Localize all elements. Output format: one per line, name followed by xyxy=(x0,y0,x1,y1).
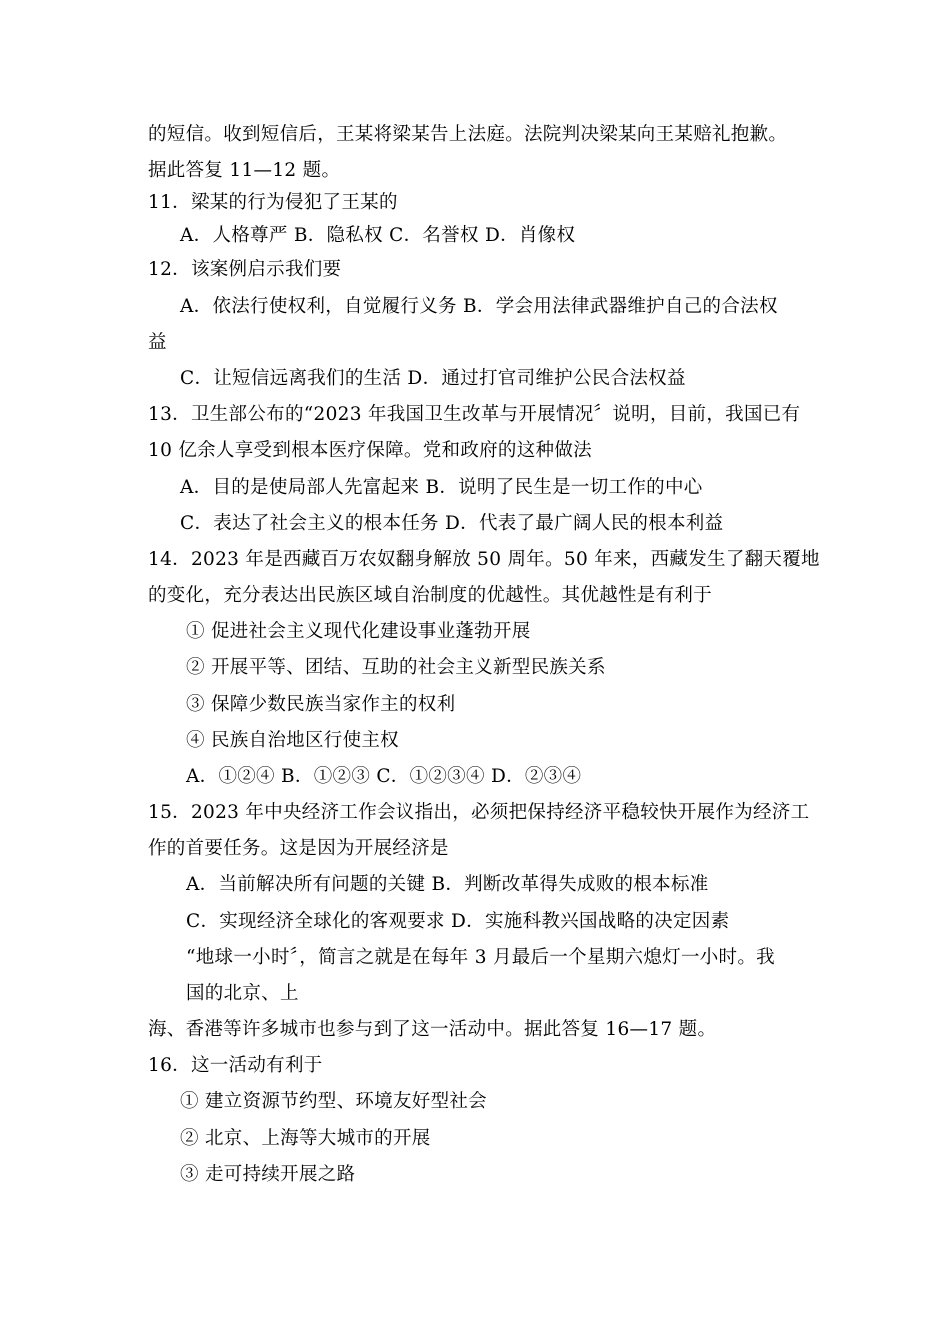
question-12: 12．该案例启示我们要 xyxy=(148,259,342,280)
question-11: 11．梁某的行为侵犯了王某的 xyxy=(148,192,398,213)
question-14-options: A．①②④ B．①②③ C．①②③④ D．②③④ xyxy=(186,766,582,787)
question-12-options-ab-cont: 益 xyxy=(148,332,167,353)
text-line: 据此答复 11—12 题。 xyxy=(148,160,341,181)
passage-earth-hour-cont-2: 海、香港等许多城市也参与到了这一活动中。据此答复 16—17 题。 xyxy=(148,1019,717,1040)
question-15-options-cd: C．实现经济全球化的客观要求 D．实施科教兴国战略的决定因素 xyxy=(186,911,730,932)
question-14-item-3: ③ 保障少数民族当家作主的权利 xyxy=(186,694,456,715)
question-14-item-4: ④ 民族自治地区行使主权 xyxy=(186,730,399,751)
question-16: 16．这一活动有利于 xyxy=(148,1055,323,1076)
question-13-cont: 10 亿余人享受到根本医疗保障。党和政府的这种做法 xyxy=(148,440,592,461)
passage-earth-hour: “地球一小时〞，简言之就是在每年 3 月最后一个星期六熄灯一小时。我 xyxy=(186,947,775,968)
question-13-options-cd: C．表达了社会主义的根本任务 D．代表了最广阔人民的根本利益 xyxy=(180,513,724,534)
text-line: 的短信。收到短信后，王某将梁某告上法庭。法院判决梁某向王某赔礼抱歉。 xyxy=(148,124,788,145)
question-12-options-ab: A．依法行使权利，自觉履行义务 B．学会用法律武器维护自己的合法权 xyxy=(180,296,778,317)
question-14-cont: 的变化，充分表达出民族区域自治制度的优越性。其优越性是有利于 xyxy=(148,585,713,606)
question-12-options-cd: C．让短信远离我们的生活 D．通过打官司维护公民合法权益 xyxy=(180,368,686,389)
question-14-item-2: ② 开展平等、团结、互助的社会主义新型民族关系 xyxy=(186,657,606,678)
question-16-item-3: ③ 走可持续开展之路 xyxy=(180,1164,356,1185)
question-11-options: A．人格尊严 B．隐私权 C．名誉权 D．肖像权 xyxy=(180,225,576,246)
question-16-item-2: ② 北京、上海等大城市的开展 xyxy=(180,1128,431,1149)
question-14: 14．2023 年是西藏百万农奴翻身解放 50 周年。50 年来，西藏发生了翻天覆地 xyxy=(148,549,820,570)
question-15-options-ab: A．当前解决所有问题的关键 B．判断改革得失成败的根本标准 xyxy=(186,874,709,895)
passage-earth-hour-cont: 国的北京、上 xyxy=(186,983,299,1004)
question-16-item-1: ① 建立资源节约型、环境友好型社会 xyxy=(180,1091,487,1112)
question-13-options-ab: A．目的是使局部人先富起来 B．说明了民生是一切工作的中心 xyxy=(180,477,703,498)
question-14-item-1: ① 促进社会主义现代化建设事业蓬勃开展 xyxy=(186,621,531,642)
question-13: 13．卫生部公布的“2023 年我国卫生改革与开展情况〞说明，目前，我国已有 xyxy=(148,404,801,425)
question-15-cont: 作的首要任务。这是因为开展经济是 xyxy=(148,838,449,859)
question-15: 15．2023 年中央经济工作会议指出，必须把保持经济平稳较快开展作为经济工 xyxy=(148,802,810,823)
